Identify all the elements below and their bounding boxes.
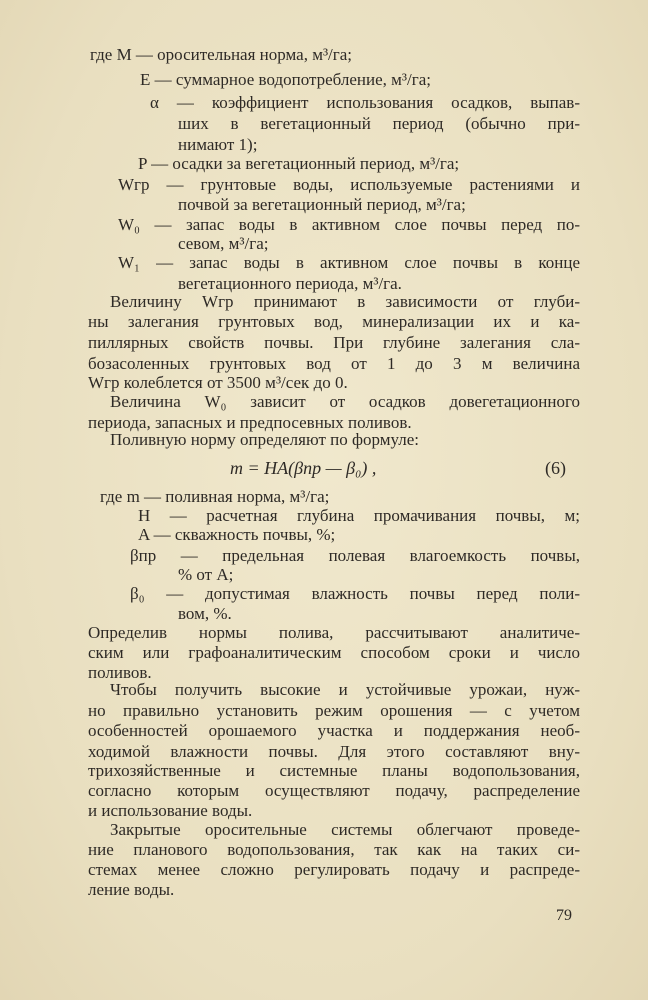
- text-line: A — скважность почвы, %;: [138, 525, 336, 544]
- text-line: поливов.: [88, 663, 152, 682]
- text-line: где M — оросительная норма, м³/га;: [90, 45, 353, 64]
- text-line: β₀ — допустимая влажность почвы перед поли-: [130, 584, 580, 603]
- text-line: W₁ — запас воды в активном слое почвы в конце: [118, 253, 580, 272]
- text-line: бозасоленных грунтовых вод от 1 до 3 м величина: [88, 354, 580, 373]
- text-line: Величина W₀ зависит от осадков довегетационного: [110, 392, 580, 411]
- text-line: но правильно установить режим орошения — с учетом: [88, 701, 580, 720]
- text-line: Закрытые оросительные системы облегчают проведе-: [110, 820, 580, 839]
- text-line: где m — поливная норма, м³/га;: [100, 487, 330, 506]
- text-line: ших в вегетационный период (обычно при-: [178, 114, 580, 133]
- text-line: W₀ — запас воды в активном слое почвы перед по-: [118, 215, 580, 234]
- text-line: ходимой влажности почвы. Для этого составляют вну-: [88, 742, 580, 761]
- text-line: ление воды.: [88, 880, 175, 899]
- text-line: Wгр колеблется от 3500 м³/сек до 0.: [88, 373, 348, 392]
- text-line: Величину Wгр принимают в зависимости от глуби-: [110, 292, 580, 311]
- text-line: стемах менее сложно регулировать подачу и распреде-: [88, 860, 580, 879]
- text-line: ны залегания грунтовых вод, минерализации их и ка-: [88, 312, 580, 331]
- text-line: ским или графоаналитическим способом сроки и число: [88, 643, 580, 662]
- text-line: периода, запасных и предпосевных поливов.: [88, 413, 412, 432]
- text-line: пиллярных свойств почвы. При глубине залегания сла-: [88, 333, 580, 352]
- text-line: согласно которым осуществляют подачу, распределение: [88, 781, 580, 800]
- equation-number: (6): [545, 458, 566, 478]
- text-line: Чтобы получить высокие и устойчивые урожаи, нуж-: [110, 680, 580, 699]
- text-line: Поливную норму определяют по формуле:: [110, 430, 419, 449]
- text-line: Wгр — грунтовые воды, используемые растениями и: [118, 175, 580, 194]
- text-line: севом, м³/га;: [178, 234, 269, 253]
- text-line: E — суммарное водопотребление, м³/га;: [140, 70, 431, 89]
- text-line: P — осадки за вегетационный период, м³/га;: [138, 154, 460, 173]
- text-line: % от A;: [178, 565, 234, 584]
- text-line: вегетационного периода, м³/га.: [178, 274, 402, 293]
- formula: m = HA(βпр — β₀) ,: [230, 458, 377, 478]
- text-line: H — расчетная глубина промачивания почвы, м;: [138, 506, 580, 525]
- text-line: трихозяйственные и системные планы водопользования,: [88, 761, 580, 780]
- text-line: нимают 1);: [178, 135, 258, 154]
- text-line: ние планового водопользования, так как на таких си-: [88, 840, 580, 859]
- text-line: почвой за вегетационный период, м³/га;: [178, 195, 466, 214]
- page-number: 79: [556, 907, 572, 924]
- text-line: α — коэффициент использования осадков, выпав-: [150, 93, 580, 112]
- text-line: Определив нормы полива, рассчитывают аналитиче-: [88, 623, 580, 642]
- text-line: βпр — предельная полевая влагоемкость почвы,: [130, 546, 580, 565]
- text-line: вом, %.: [178, 604, 232, 623]
- text-line: особенностей орошаемого участка и поддержания необ-: [88, 721, 580, 740]
- text-line: и использование воды.: [88, 801, 253, 820]
